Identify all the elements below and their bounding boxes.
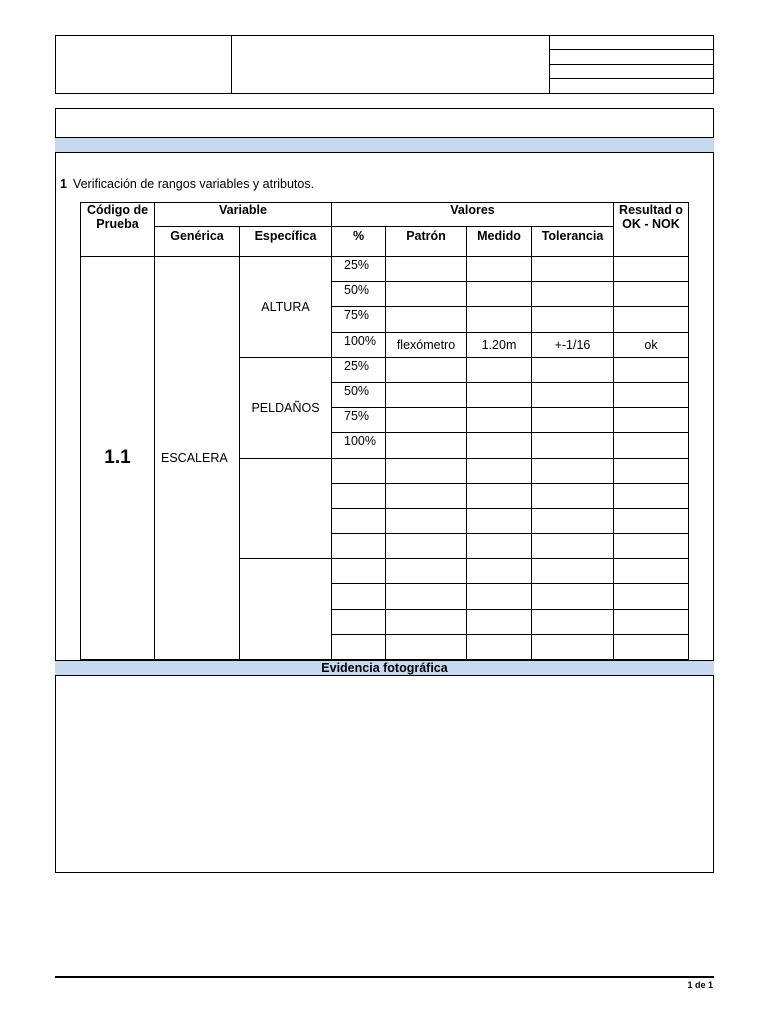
tolerancia-cell bbox=[532, 458, 614, 483]
resultado-cell bbox=[614, 408, 689, 433]
medido-cell bbox=[467, 458, 532, 483]
resultado-cell bbox=[614, 559, 689, 584]
tolerancia-cell bbox=[532, 534, 614, 559]
resultado-cell: ok bbox=[614, 332, 689, 357]
medido-cell bbox=[467, 534, 532, 559]
pct-cell: 25% bbox=[332, 357, 386, 382]
pct-cell: 100% bbox=[332, 433, 386, 458]
patron-cell bbox=[386, 609, 467, 634]
resultado-cell bbox=[614, 282, 689, 307]
pct-cell: 100% bbox=[332, 332, 386, 357]
medido-cell bbox=[467, 508, 532, 533]
pct-cell: 75% bbox=[332, 408, 386, 433]
medido-cell bbox=[467, 609, 532, 634]
pct-cell bbox=[332, 584, 386, 609]
medido-cell bbox=[467, 483, 532, 508]
medido-cell bbox=[467, 307, 532, 332]
medido-cell bbox=[467, 257, 532, 282]
tolerancia-cell bbox=[532, 257, 614, 282]
tolerancia-cell bbox=[532, 408, 614, 433]
header-tolerancia: Tolerancia bbox=[532, 227, 614, 257]
tolerancia-cell bbox=[532, 609, 614, 634]
patron-cell bbox=[386, 357, 467, 382]
header-patron: Patrón bbox=[386, 227, 467, 257]
patron-cell bbox=[386, 282, 467, 307]
variable-especifica: PELDAÑOS bbox=[240, 357, 332, 458]
header-valores: Valores bbox=[332, 203, 614, 227]
medido-cell bbox=[467, 357, 532, 382]
resultado-cell bbox=[614, 433, 689, 458]
patron-cell bbox=[386, 483, 467, 508]
evidence-title: Evidencia fotográfica bbox=[55, 660, 714, 676]
test-code: 1.1 bbox=[81, 257, 155, 660]
tolerancia-cell bbox=[532, 483, 614, 508]
table-row bbox=[81, 257, 689, 282]
header-generica: Genérica bbox=[155, 227, 240, 257]
patron-cell bbox=[386, 408, 467, 433]
medido-cell bbox=[467, 433, 532, 458]
pct-cell bbox=[332, 458, 386, 483]
header-divider bbox=[231, 35, 232, 94]
tolerancia-cell bbox=[532, 282, 614, 307]
pct-cell bbox=[332, 534, 386, 559]
pct-cell bbox=[332, 483, 386, 508]
medido-cell bbox=[467, 559, 532, 584]
patron-cell bbox=[386, 307, 467, 332]
tolerancia-cell bbox=[532, 508, 614, 533]
patron-cell bbox=[386, 559, 467, 584]
tolerancia-cell: +-1/16 bbox=[532, 332, 614, 357]
resultado-cell bbox=[614, 534, 689, 559]
header-medido: Medido bbox=[467, 227, 532, 257]
variable-especifica bbox=[240, 559, 332, 660]
medido-cell bbox=[467, 382, 532, 407]
section-bar bbox=[55, 137, 714, 153]
pct-cell: 75% bbox=[332, 307, 386, 332]
resultado-cell bbox=[614, 584, 689, 609]
pct-cell bbox=[332, 609, 386, 634]
verification-table bbox=[80, 202, 689, 660]
patron-cell bbox=[386, 382, 467, 407]
tolerancia-cell bbox=[532, 382, 614, 407]
footer-line bbox=[55, 976, 714, 978]
medido-cell bbox=[467, 584, 532, 609]
pct-cell: 25% bbox=[332, 257, 386, 282]
resultado-cell bbox=[614, 508, 689, 533]
pct-cell bbox=[332, 508, 386, 533]
photo-evidence-area bbox=[55, 676, 714, 873]
pct-cell bbox=[332, 634, 386, 659]
resultado-cell bbox=[614, 382, 689, 407]
patron-cell bbox=[386, 584, 467, 609]
resultado-cell bbox=[614, 257, 689, 282]
resultado-cell bbox=[614, 483, 689, 508]
header-row-line bbox=[549, 78, 714, 79]
tolerancia-cell bbox=[532, 357, 614, 382]
tolerancia-cell bbox=[532, 307, 614, 332]
tolerancia-cell bbox=[532, 584, 614, 609]
header-especifica: Específica bbox=[240, 227, 332, 257]
patron-cell bbox=[386, 458, 467, 483]
variable-especifica: ALTURA bbox=[240, 257, 332, 358]
resultado-cell bbox=[614, 634, 689, 659]
page-number: 1 de 1 bbox=[687, 980, 713, 990]
pct-cell bbox=[332, 559, 386, 584]
patron-cell bbox=[386, 257, 467, 282]
pct-cell: 50% bbox=[332, 282, 386, 307]
patron-cell bbox=[386, 634, 467, 659]
patron-cell: flexómetro bbox=[386, 332, 467, 357]
tolerancia-cell bbox=[532, 559, 614, 584]
medido-cell bbox=[467, 634, 532, 659]
variable-especifica bbox=[240, 458, 332, 559]
tolerancia-cell bbox=[532, 634, 614, 659]
tolerancia-cell bbox=[532, 433, 614, 458]
resultado-cell bbox=[614, 609, 689, 634]
patron-cell bbox=[386, 508, 467, 533]
resultado-cell bbox=[614, 307, 689, 332]
section-title bbox=[60, 177, 314, 191]
header-variable: Variable bbox=[155, 203, 332, 227]
pct-cell: 50% bbox=[332, 382, 386, 407]
header-row-line bbox=[549, 64, 714, 65]
medido-cell: 1.20m bbox=[467, 332, 532, 357]
header-codigo: Código de Prueba bbox=[81, 203, 155, 257]
variable-generica: ESCALERA bbox=[155, 257, 240, 660]
patron-cell bbox=[386, 433, 467, 458]
header-resultado: Resultad o OK - NOK bbox=[614, 203, 689, 257]
section-title-text: Verificación de rangos variables y atributos. bbox=[72, 177, 315, 191]
header-row-line bbox=[549, 49, 714, 50]
header-pct: % bbox=[332, 227, 386, 257]
section-number: 1 bbox=[60, 177, 67, 191]
medido-cell bbox=[467, 282, 532, 307]
resultado-cell bbox=[614, 458, 689, 483]
patron-cell bbox=[386, 534, 467, 559]
medido-cell bbox=[467, 408, 532, 433]
resultado-cell bbox=[614, 357, 689, 382]
